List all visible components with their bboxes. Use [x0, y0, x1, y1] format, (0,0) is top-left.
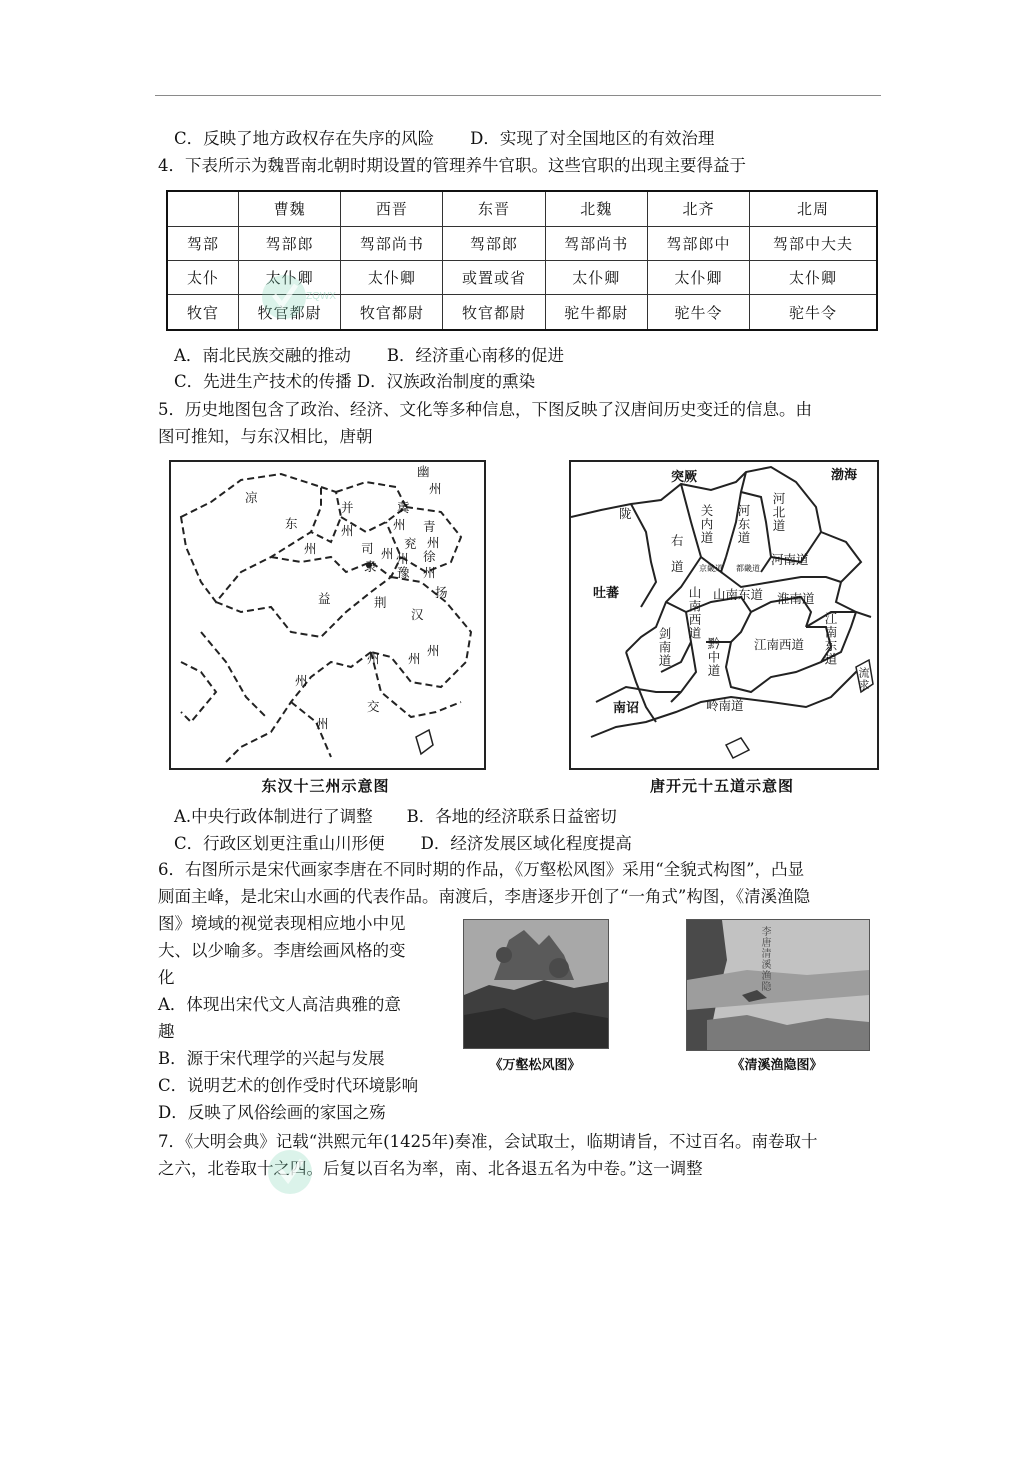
map1-label: 扬: [435, 585, 448, 600]
q6-stem-line4: 大、以少喻多。李唐绘画风格的变: [158, 941, 406, 960]
table-row-label: 驾部: [167, 226, 239, 260]
map1-label: 州: [381, 546, 394, 561]
painting-wanhe-songfeng: [463, 919, 609, 1049]
table-row-label: 牧官: [167, 295, 239, 330]
map1-label: 兖: [404, 536, 417, 551]
q7-line2: 之六，北卷取十之四。后复以百名为率，南、北各退五名为中卷。”这一调整: [158, 1159, 703, 1178]
q4-option-b: B．经济重心南移的促进: [386, 346, 565, 365]
q6-option-d: D．反映了风俗绘画的家国之殇: [158, 1103, 386, 1122]
q4-options-ab: [174, 345, 564, 367]
map2-label: 道: [671, 559, 684, 574]
map1-label: 青: [423, 519, 436, 534]
table-cell: 太仆卿: [750, 260, 877, 294]
map2-label: 江南东道: [823, 612, 838, 666]
map1-label: 豫: [397, 565, 410, 580]
table-header-row: [167, 191, 877, 226]
map2-label: 陇: [619, 506, 632, 521]
table-header-cell: 北齐: [647, 191, 749, 226]
table-cell: 太仆卿: [239, 260, 341, 294]
q3-option-c: C．反映了地方政权存在失序的风险: [174, 129, 435, 148]
table-cell: 驾部郎中: [647, 226, 749, 260]
table-cell: 驾部尚书: [545, 226, 647, 260]
painting2-caption: 《清溪渔隐图》: [731, 1058, 823, 1073]
map2-label: 南诏: [613, 701, 640, 716]
map2-label: 河北道: [771, 492, 786, 533]
q6-stem-line2: 厕面主峰，是北宋山水画的代表作品。南渡后，李唐逐步开创了“一角式”构图，《清溪渔隐: [158, 887, 811, 906]
table-cell: 驼牛令: [647, 295, 749, 330]
watermark-logo-icon: [262, 265, 342, 325]
map1-label: 州: [341, 523, 354, 538]
map2-label: 流求: [857, 667, 870, 691]
q6-stem-line5: 化: [158, 968, 175, 987]
q5-options-ab: [174, 806, 617, 828]
map1-label: 州: [316, 716, 329, 731]
map1-label: 交: [367, 699, 380, 714]
map1-caption: 东汉十三州示意图: [261, 777, 390, 795]
table-cell: 牧官都尉: [341, 295, 443, 330]
painting1-caption: 《万壑松风图》: [489, 1058, 581, 1073]
painting-wanhe-songfeng-art: [464, 920, 608, 1048]
map1-label: 州: [423, 565, 436, 580]
table-cell: 驾部尚书: [341, 226, 443, 260]
map1-label: 州: [367, 651, 380, 666]
map1-label: 并: [341, 500, 354, 515]
map2-label: 渤海: [831, 468, 858, 483]
table-row-label: 太仆: [167, 260, 239, 294]
map1-label: 幽: [417, 464, 430, 479]
painting2-inscription: 李唐清溪渔隐: [759, 926, 770, 992]
table-cell: 驾部郎: [443, 226, 545, 260]
map1-label: 司: [361, 541, 374, 556]
q5-option-b: B．各地的经济联系日益密切: [406, 807, 617, 826]
map2-label: 关内道: [699, 504, 714, 545]
eastern-han-map: [169, 460, 486, 770]
table-cell: 太仆卿: [341, 260, 443, 294]
map1-label: 州: [295, 673, 308, 688]
tang-circuits-map: [569, 460, 879, 770]
table-header-cell: [167, 191, 239, 226]
map1-label: 凉: [245, 490, 258, 505]
q3-options: [174, 128, 714, 150]
map1-label: 州: [427, 535, 440, 550]
q4-option-a: A．南北民族交融的推动: [174, 346, 351, 365]
table-cell: 或置或省: [443, 260, 545, 294]
q5-option-c: C．行政区划更注重山川形便: [174, 834, 385, 853]
map1-label: 冀: [397, 500, 410, 515]
map2-label: 右: [671, 533, 684, 548]
painting-qingxi-yuyin-art: [687, 920, 869, 1050]
map1-label: 东: [285, 516, 298, 531]
map1-label: 州: [393, 517, 406, 532]
map2-label: 岭南道: [706, 698, 744, 713]
map1-label: 徐: [423, 549, 436, 564]
map2-label: 山南西道: [687, 586, 702, 640]
table-row: [167, 226, 877, 260]
map1-label: 荆: [374, 595, 387, 610]
table-cell: 驾部郎: [239, 226, 341, 260]
q6-option-c: C．说明艺术的创作受时代环境影响: [158, 1076, 419, 1095]
map1-label: 州: [304, 541, 317, 556]
table-cell: 牧官都尉: [239, 295, 341, 330]
map2-label: 淮南道: [777, 591, 815, 606]
map2-label: 吐蕃: [593, 586, 620, 601]
q4-stem: 4．下表所示为魏晋南北朝时期设置的管理养牛官职。这些官职的出现主要得益于: [158, 156, 746, 175]
watermark-logo-icon: [268, 1140, 348, 1200]
map1-label: 隶: [364, 559, 377, 574]
map2-label: 河南道: [771, 552, 809, 567]
map1-label: 汉: [411, 607, 424, 622]
table-cell: 牧官都尉: [443, 295, 545, 330]
q7-line1: 7．《大明会典》记载“洪熙元年(1425年)奏准，会试取士，临期请旨，不过百名。南卷取十: [158, 1132, 818, 1151]
q6-stem-line1: 6．右图所示是宋代画家李唐在不同时期的作品，《万壑松风图》采用“全貌式构图”，凸显: [158, 860, 805, 879]
map1-label: 州: [427, 643, 440, 658]
table-cell: 驾部中大夫: [750, 226, 877, 260]
svg-text:ZQWX: ZQWX: [306, 291, 336, 302]
table-cell: 太仆卿: [545, 260, 647, 294]
table-header-cell: 北周: [750, 191, 877, 226]
map2-label: 剑南道: [657, 627, 672, 668]
table-cell: 太仆卿: [647, 260, 749, 294]
painting-qingxi-yuyin: [686, 919, 870, 1051]
map2-caption: 唐开元十五道示意图: [649, 777, 794, 795]
q6-option-b: B．源于宋代理学的兴起与发展: [158, 1049, 385, 1068]
q3-option-d: D．实现了对全国地区的有效治理: [470, 129, 715, 148]
table-header-cell: 曹魏: [239, 191, 341, 226]
map1-label: 州: [429, 481, 442, 496]
map2-label: 突厥: [671, 470, 698, 485]
q5-stem-line1: 5．历史地图包含了政治、经济、文化等多种信息，下图反映了汉唐间历史变迁的信息。由: [158, 400, 812, 419]
map2-label: 都畿道: [736, 564, 760, 573]
table-cell: 驼牛都尉: [545, 295, 647, 330]
table-cell: 驼牛令: [750, 295, 877, 330]
map1-label: 益: [318, 591, 331, 606]
q5-option-a: A.中央行政体制进行了调整: [174, 807, 373, 826]
q5-option-d: D．经济发展区域化程度提高: [420, 834, 632, 853]
map2-label: 河东道: [736, 504, 751, 545]
map2-label: 京畿道: [699, 564, 723, 573]
map1-label: 州: [408, 651, 421, 666]
map2-label: 黔中道: [706, 637, 721, 678]
table-header-cell: 北魏: [545, 191, 647, 226]
table-header-cell: 东晋: [443, 191, 545, 226]
q6-option-a-cont: 趣: [158, 1022, 175, 1041]
map2-label: 山南东道: [713, 587, 764, 602]
map1-label: 州: [396, 551, 409, 566]
table-header-cell: 西晋: [341, 191, 443, 226]
q6-option-a: A．体现出宋代文人高洁典雅的意: [158, 995, 401, 1014]
q5-stem-line2: 图可推知，与东汉相比，唐朝: [158, 427, 373, 446]
map2-label: 江南西道: [754, 637, 805, 652]
q5-options-cd: [174, 833, 632, 855]
q4-options-cd: C．先进生产技术的传播 D．汉族政治制度的熏染: [174, 372, 536, 391]
header-rule: [155, 95, 881, 96]
q6-stem-line3: 图》境域的视觉表现相应地小中见: [158, 914, 406, 933]
